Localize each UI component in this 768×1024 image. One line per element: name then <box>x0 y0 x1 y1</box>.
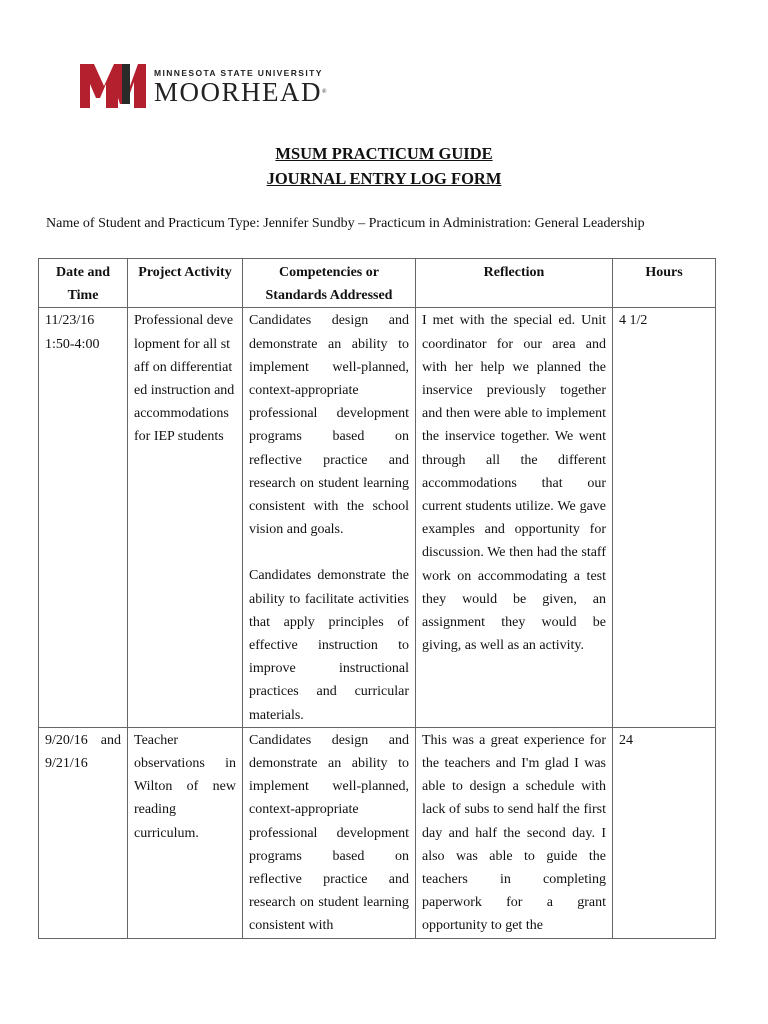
header-date: Date and Time <box>39 259 128 308</box>
row-date: 9/20/16 and 9/21/16 <box>39 727 128 938</box>
row-activity: Teacher observations in Wilton of new reading curriculum. <box>128 727 243 938</box>
header-activity: Project Activity <box>128 259 243 308</box>
row-competencies: Candidates design and demonstrate an ability to implement well-planned, context-appropriate professional development programs based on reflective practice and research on student learning consistent with <box>243 727 416 938</box>
student-info: Name of Student and Practicum Type: Jennifer Sundby – Practicum in Administration: General Leadership <box>46 216 645 231</box>
row-reflection: This was a great experience for the teachers and I'm glad I was able to design a schedule with lack of subs to send half the first day and half the second day. I also was able to guide the teachers in completing paperwork for a grant opportunity to get the <box>416 727 613 938</box>
header-hours: Hours <box>613 259 716 308</box>
journal-log-table <box>38 258 716 939</box>
row-activity: Professional development for all staff on differentiated instruction and accommodations for IEP students <box>128 308 243 727</box>
row-date: 11/23/16 1:50-4:00 <box>39 308 128 727</box>
logo-university-big: MOORHEAD® <box>154 76 329 107</box>
table-row <box>39 308 716 727</box>
page-bottom-margin <box>0 958 768 1024</box>
competency-paragraph: Candidates design and demonstrate an ability to implement well-planned, context-appropriate professional development programs based on reflective practice and research on student learning consistent with the school vision and goals. <box>249 313 409 538</box>
row-competencies <box>243 308 416 727</box>
page-title: MSUM PRACTICUM GUIDE <box>275 144 493 163</box>
table-row <box>39 727 716 938</box>
university-logo <box>46 46 376 126</box>
page-subtitle: JOURNAL ENTRY LOG FORM <box>266 169 502 188</box>
header-reflection: Reflection <box>416 259 613 308</box>
logo-university-small: MINNESOTA STATE UNIVERSITY <box>154 67 323 78</box>
header-competencies: Competencies or Standards Addressed <box>243 259 416 308</box>
row-reflection: I met with the special ed. Unit coordinator for our area and with her help we planned the inservice previously together and then were able to implement the inservice together. We went through all the different accommodations that our current students utilize. We gave examples and opportunity for discussion. We then had the staff work on accommodating a test they would be given, an assignment they would be giving, as well as an activity. <box>416 308 613 727</box>
table-header-row <box>39 259 716 308</box>
competency-paragraph: Candidates demonstrate the ability to facilitate activities that apply principles of effective instruction to improve instructional practices and curricular materials. <box>249 568 409 723</box>
row-hours: 4 1/2 <box>613 308 716 727</box>
msum-m-logo-icon <box>78 58 148 114</box>
row-hours: 24 <box>613 727 716 938</box>
